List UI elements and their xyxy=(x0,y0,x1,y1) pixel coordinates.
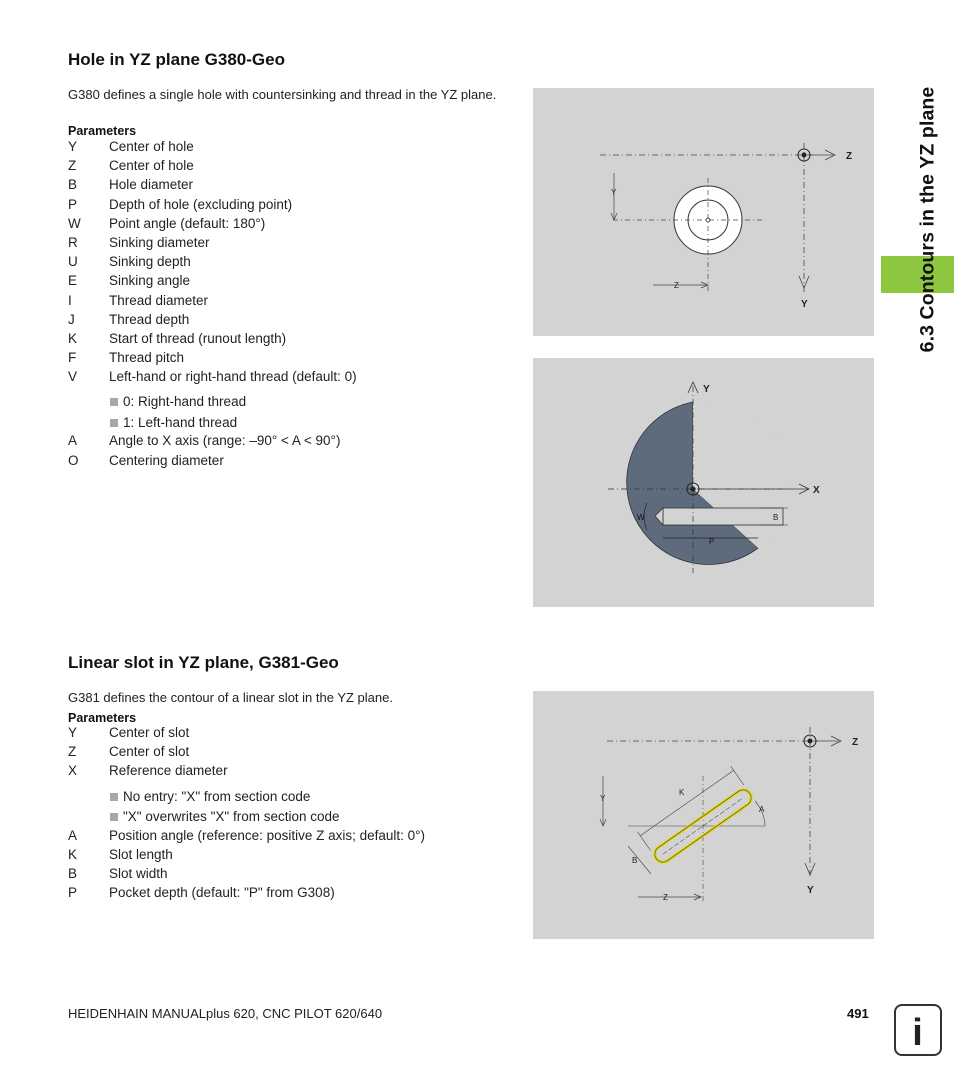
param-key: X xyxy=(68,763,78,779)
section1-intro: G380 defines a single hole with countersinking and thread in the YZ plane. xyxy=(68,87,497,102)
param-description: Center of hole xyxy=(109,139,194,154)
param-key: K xyxy=(68,846,78,862)
param-row xyxy=(68,197,528,216)
param-row xyxy=(68,847,528,866)
param-key: I xyxy=(68,292,72,308)
hole-front-diagram xyxy=(533,88,874,336)
bullet-square-icon xyxy=(110,398,118,406)
param-row xyxy=(68,763,528,782)
option-item xyxy=(68,789,528,810)
param-description: Position angle (reference: positive Z axis; default: 0°) xyxy=(109,827,426,843)
param-description: Center of hole xyxy=(109,158,194,174)
section1-title: Hole in YZ plane G380-Geo xyxy=(68,50,285,69)
param-key: P xyxy=(68,885,78,901)
param-row xyxy=(68,369,528,388)
param-key: J xyxy=(68,311,75,327)
param-row xyxy=(68,725,528,744)
hole-section-diagram xyxy=(533,358,874,607)
param-row xyxy=(68,312,528,331)
option-text: 0: Right-hand thread xyxy=(123,394,247,410)
param-row xyxy=(68,433,528,452)
param-key: F xyxy=(68,350,77,366)
param-row xyxy=(68,453,528,472)
option-item xyxy=(68,809,528,830)
option-text: 1: Left-hand thread xyxy=(123,414,238,430)
param-key: O xyxy=(68,452,79,468)
info-icon xyxy=(894,1004,942,1056)
fig3-a-label: A xyxy=(759,805,765,814)
param-key: A xyxy=(68,827,78,843)
fig1-y-axis-label: Y xyxy=(801,299,808,310)
param-key: A xyxy=(68,433,78,449)
param-row xyxy=(68,331,528,350)
param-description: Sinking depth xyxy=(109,254,191,270)
param-description: Hole diameter xyxy=(109,177,194,193)
param-description: Point angle (default: 180°) xyxy=(109,215,266,231)
param-key: U xyxy=(68,254,78,270)
param-description: Center of slot xyxy=(109,725,190,740)
param-row xyxy=(68,177,528,196)
fig3-y-dim-label: Y xyxy=(600,794,606,803)
param-key: Z xyxy=(68,744,77,760)
param-description: Thread pitch xyxy=(109,350,185,366)
footer-text: HEIDENHAIN MANUALplus 620, CNC PILOT 620/640 xyxy=(68,1006,383,1021)
fig1-z-dim-label: Z xyxy=(674,281,679,290)
param-key: V xyxy=(68,369,78,385)
option-text: No entry: "X" from section code xyxy=(123,788,311,804)
param-row xyxy=(68,828,528,847)
param-row xyxy=(68,293,528,312)
figure-linear-slot xyxy=(533,691,874,939)
param-key: Y xyxy=(68,139,78,154)
param-row xyxy=(68,350,528,369)
param-key: W xyxy=(68,215,81,231)
fig3-b-label: B xyxy=(632,856,638,865)
param-description: Sinking angle xyxy=(109,273,191,289)
param-key: B xyxy=(68,865,78,881)
param-description: Center of slot xyxy=(109,744,190,760)
param-description: Sinking diameter xyxy=(109,234,210,250)
param-description: Thread diameter xyxy=(109,292,209,308)
section2-intro: G381 defines the contour of a linear slot in the YZ plane. xyxy=(68,690,393,705)
param-row xyxy=(68,139,528,158)
chapter-title-text: 6.3 Contours in the YZ plane xyxy=(916,86,939,352)
param-row xyxy=(68,216,528,235)
fig3-z-dim-label: Z xyxy=(663,893,668,902)
fig1-y-dim-label: Y xyxy=(611,188,617,197)
param-row xyxy=(68,885,528,904)
chapter-title-vertical xyxy=(910,40,946,398)
param-description: Reference diameter xyxy=(109,763,228,779)
option-item xyxy=(68,394,528,415)
fig2-y-axis-label: Y xyxy=(703,384,710,395)
param-row xyxy=(68,158,528,177)
param-key: Z xyxy=(68,158,77,174)
fig3-z-axis-label: Z xyxy=(852,737,859,748)
page-number: 491 xyxy=(847,1006,869,1021)
figure-hole-section-view xyxy=(533,358,874,607)
param-row xyxy=(68,254,528,273)
section2-title: Linear slot in YZ plane, G381-Geo xyxy=(68,653,339,672)
figure-hole-front-view xyxy=(533,88,874,336)
param-description: Centering diameter xyxy=(109,452,224,468)
option-text: "X" overwrites "X" from section code xyxy=(123,809,340,825)
param-description: Slot width xyxy=(109,865,168,881)
bullet-square-icon xyxy=(110,419,118,427)
option-item xyxy=(68,415,528,436)
param-row xyxy=(68,866,528,885)
bullet-square-icon xyxy=(110,813,118,821)
param-description: Angle to X axis (range: –90° < A < 90°) xyxy=(109,433,341,449)
section1-params-label: Parameters xyxy=(68,124,137,138)
param-key: P xyxy=(68,196,78,212)
param-description: Pocket depth (default: "P" from G308) xyxy=(109,885,335,901)
section2-param-list xyxy=(68,725,528,904)
param-row xyxy=(68,273,528,292)
info-icon-glyph: i xyxy=(912,1012,923,1053)
fig2-w-label: W xyxy=(637,513,645,522)
linear-slot-diagram xyxy=(533,691,874,939)
fig1-z-axis-label: Z xyxy=(846,151,853,162)
param-description: Left-hand or right-hand thread (default: 0) xyxy=(109,369,357,385)
param-key: E xyxy=(68,273,78,289)
section1-param-list xyxy=(68,139,528,472)
param-description: Depth of hole (excluding point) xyxy=(109,196,293,212)
fig2-x-axis-label: X xyxy=(813,485,820,496)
fig3-y-axis-label: Y xyxy=(807,885,814,896)
param-key: B xyxy=(68,177,78,193)
param-description: Start of thread (runout length) xyxy=(109,330,287,346)
param-description: Slot length xyxy=(109,846,173,862)
bullet-square-icon xyxy=(110,793,118,801)
fig2-p-label: P xyxy=(709,537,715,546)
param-description: Thread depth xyxy=(109,311,190,327)
fig3-k-label: K xyxy=(679,788,685,797)
section2-params-label: Parameters xyxy=(68,711,137,725)
param-row xyxy=(68,744,528,763)
param-key: K xyxy=(68,330,78,346)
param-key: R xyxy=(68,234,78,250)
fig2-b-label: B xyxy=(773,513,779,522)
param-row xyxy=(68,235,528,254)
param-key: Y xyxy=(68,725,78,740)
